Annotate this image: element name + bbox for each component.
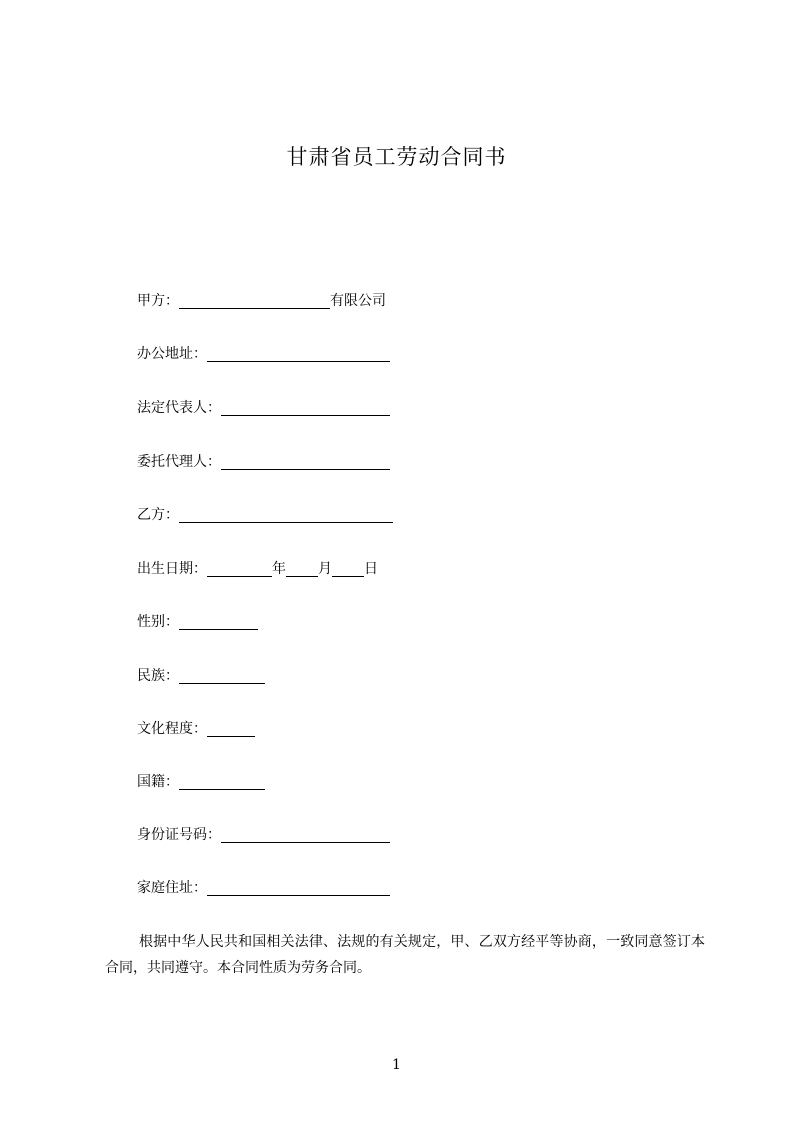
birth-date-label: 出生日期： [137,561,207,577]
agent-field [137,451,390,473]
birth-year-blank[interactable] [207,560,272,577]
ethnicity-field [137,665,265,687]
month-label: 月 [318,561,332,577]
gender-blank[interactable] [179,613,258,630]
home-address-blank[interactable] [207,879,390,896]
legal-rep-blank[interactable] [221,399,390,416]
nationality-field [137,771,265,793]
office-address-field [137,343,390,365]
year-label: 年 [272,561,286,577]
legal-rep-label: 法定代表人： [137,400,221,416]
party-b-label: 乙方： [137,507,179,523]
document-title: 甘肃省员工劳动合同书 [286,145,507,169]
gender-field [137,611,258,633]
education-label: 文化程度： [137,721,207,737]
home-address-field [137,877,390,899]
party-a-suffix: 有限公司 [330,293,386,309]
party-b-field [137,504,393,526]
party-b-blank[interactable] [179,506,393,523]
education-blank[interactable] [207,720,255,737]
party-a-blank[interactable] [179,292,330,309]
page-number: 1 [392,1057,401,1073]
ethnicity-blank[interactable] [179,667,265,684]
agent-label: 委托代理人： [137,454,221,470]
legal-rep-field [137,397,390,419]
nationality-label: 国籍： [137,774,179,790]
education-field [137,718,255,740]
id-number-blank[interactable] [221,826,390,843]
party-a-label: 甲方： [137,293,179,309]
office-address-blank[interactable] [207,345,390,362]
id-number-field [137,824,390,846]
home-address-label: 家庭住址： [137,880,207,896]
party-a-field [137,290,386,312]
ethnicity-label: 民族： [137,668,179,684]
birth-date-field [137,558,378,580]
id-number-label: 身份证号码： [137,827,221,843]
nationality-blank[interactable] [179,773,265,790]
agent-blank[interactable] [221,453,390,470]
gender-label: 性别： [137,614,179,630]
office-address-label: 办公地址： [137,346,207,362]
day-label: 日 [364,561,378,577]
intro-paragraph: 根据中华人民共和国相关法律、法规的有关规定，甲、乙双方经平等协商，一致同意签订本合同，共同遵守。本合同性质为劳务合同。 [105,934,705,976]
birth-day-blank[interactable] [332,560,364,577]
birth-month-blank[interactable] [286,560,318,577]
